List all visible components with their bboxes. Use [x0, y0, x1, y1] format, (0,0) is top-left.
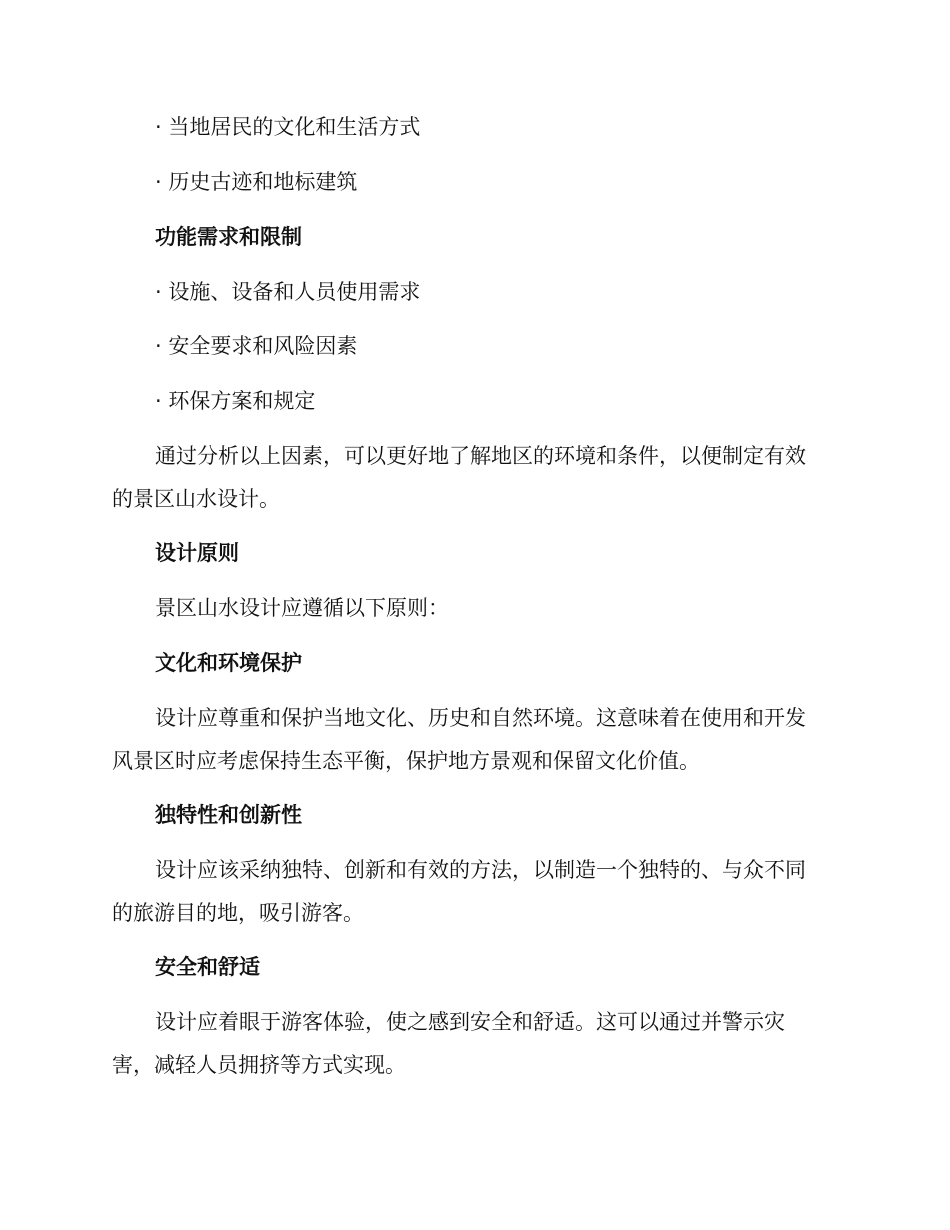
section-heading-principles: 设计原则	[155, 541, 239, 565]
paragraph-principles: 景区山水设计应遵循以下原则：	[155, 596, 449, 620]
list-item-culture: · 当地居民的文化和生活方式	[155, 115, 421, 139]
paragraph-uniqueness-line-2: 的旅游目的地，吸引游客。	[112, 901, 364, 925]
paragraph-protection-line-2: 风景区时应考虑保持生态平衡，保护地方景观和保留文化价值。	[112, 749, 700, 773]
section-heading-comfort: 安全和舒适	[155, 955, 260, 979]
section-heading-function: 功能需求和限制	[155, 225, 302, 249]
paragraph-comfort-line-2: 害，减轻人员拥挤等方式实现。	[112, 1053, 406, 1077]
section-heading-uniqueness: 独特性和创新性	[155, 803, 302, 827]
list-item-facilities: · 设施、设备和人员使用需求	[155, 280, 421, 304]
list-item-history: · 历史古迹和地标建筑	[155, 170, 358, 194]
paragraph-analysis-line-1: 通过分析以上因素，可以更好地了解地区的环境和条件，以便制定有效	[155, 444, 806, 468]
list-item-environment: · 环保方案和规定	[155, 389, 316, 413]
section-heading-protection: 文化和环境保护	[155, 651, 302, 675]
paragraph-analysis-line-2: 的景区山水设计。	[112, 487, 280, 511]
list-item-safety: · 安全要求和风险因素	[155, 334, 358, 358]
paragraph-protection-line-1: 设计应尊重和保护当地文化、历史和自然环境。这意味着在使用和开发	[155, 706, 806, 730]
paragraph-comfort-line-1: 设计应着眼于游客体验，使之感到安全和舒适。这可以通过并警示灾	[155, 1010, 785, 1034]
paragraph-uniqueness-line-1: 设计应该采纳独特、创新和有效的方法，以制造一个独特的、与众不同	[155, 858, 806, 882]
